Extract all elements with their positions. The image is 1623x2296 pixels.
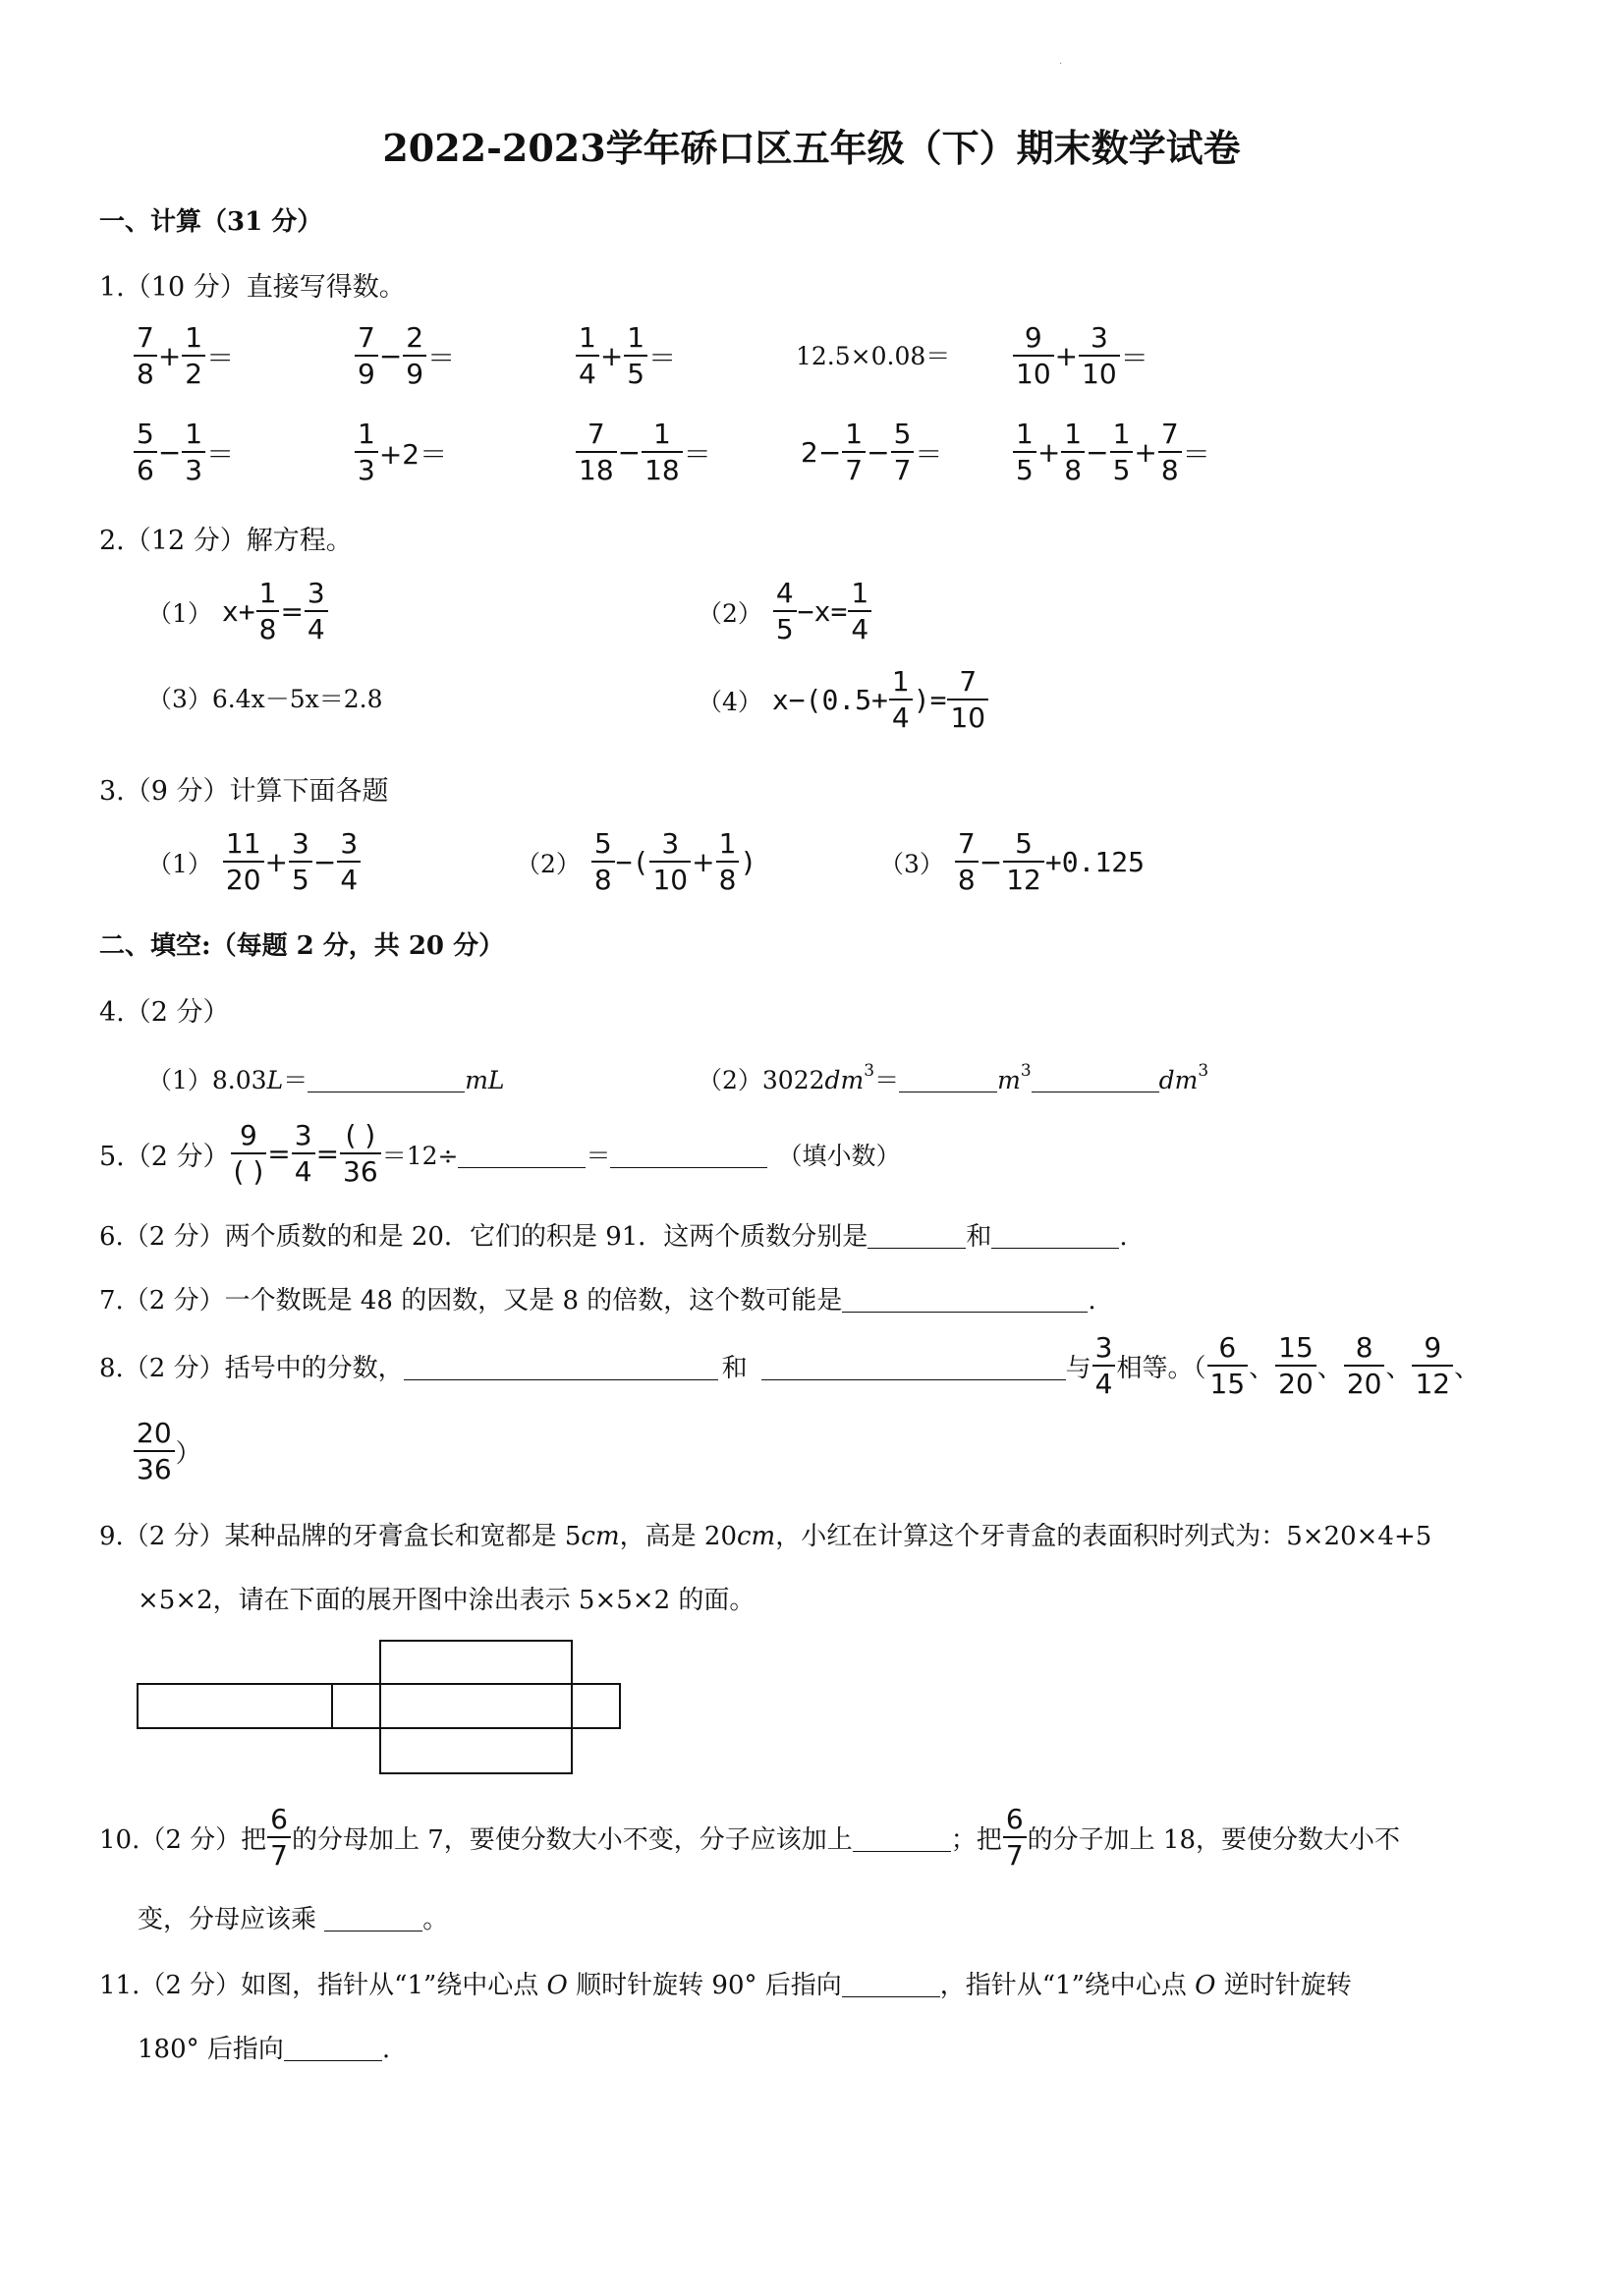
scan-dot: · bbox=[1059, 59, 1063, 70]
q1-item-6: $\frac{5}{6}$ − $\frac{1}{3}$ ＝ bbox=[133, 420, 234, 484]
answer-blank[interactable] bbox=[842, 1285, 1088, 1313]
answer-blank[interactable] bbox=[324, 1904, 422, 1932]
q2-equation-1: （1） x+ $\frac{1}{8}$ = $\frac{3}{4}$ bbox=[147, 580, 329, 644]
q1-item-2: $\frac{7}{9}$ − $\frac{2}{9}$ ＝ bbox=[354, 324, 455, 388]
section-2-heading: 二、填空:（每题 2 分，共 20 分） bbox=[99, 931, 505, 961]
question-9-line-1: 9.（2 分）某种品牌的牙膏盒长和宽都是 5cm，高是 20cm，小红在计算这个牙青盒的表面积时列式为：5×20×4+5 bbox=[99, 1522, 1432, 1551]
answer-blank[interactable] bbox=[761, 1353, 1066, 1380]
question-10-line-2: 变，分母应该乘 。 bbox=[138, 1905, 449, 1934]
answer-blank[interactable] bbox=[458, 1141, 586, 1168]
net-face-square-2[interactable] bbox=[571, 1683, 621, 1729]
question-11-line-1: 11.（2 分）如图，指针从“1”绕中心点 O 顺时针旋转 90° 后指向 ，指针从“1”绕中心点 O 逆时针旋转 bbox=[99, 1971, 1352, 2000]
question-1-heading: 1.（10 分）直接写得数。 bbox=[99, 272, 406, 303]
q3-item-1: （1） $\frac{11}{20}$ + $\frac{3}{5}$ − $\frac{3}{4}$ bbox=[147, 830, 362, 894]
question-8-continued: $\frac{20}{36}$ ） bbox=[133, 1420, 201, 1484]
answer-blank[interactable] bbox=[308, 1065, 465, 1092]
q1-item-9: 2− $\frac{1}{7}$ − $\frac{5}{7}$ ＝ bbox=[801, 418, 943, 486]
net-face-long-1[interactable] bbox=[137, 1683, 333, 1729]
q1-item-7: $\frac{1}{3}$ +2＝ bbox=[354, 420, 447, 484]
question-5: 5.（2 分） $\frac{9}{( )}$ = $\frac{3}{4}$ = $\frac{( )}{36}$ ＝12÷ ＝ （填小数） bbox=[99, 1119, 901, 1188]
question-8: 8.（2 分）括号中的分数， 和 与 $\frac{3}{4}$ 相等。（ $\frac{6}{15}$ 、 $\frac{15}{20}$ 、 $\frac{8}{20}$ 、 $\frac{9}{12}$ 、 bbox=[99, 1331, 1481, 1400]
q1-item-8: $\frac{7}{18}$ − $\frac{1}{18}$ ＝ bbox=[575, 420, 711, 484]
q1-item-1: $\frac{7}{8}$ + $\frac{1}{2}$ ＝ bbox=[133, 324, 234, 388]
answer-blank[interactable] bbox=[404, 1353, 718, 1380]
section-1-heading: 一、计算（31 分） bbox=[99, 207, 323, 237]
answer-blank[interactable] bbox=[284, 2034, 382, 2061]
q2-equation-2: （2） $\frac{4}{5}$ −x= $\frac{1}{4}$ bbox=[698, 580, 872, 644]
net-face-square-1[interactable] bbox=[331, 1683, 381, 1729]
question-3-heading: 3.（9 分）计算下面各题 bbox=[99, 776, 389, 807]
question-2-heading: 2.（12 分）解方程。 bbox=[99, 526, 353, 556]
q3-item-2: （2） $\frac{5}{8}$ −( $\frac{3}{10}$ + $\frac{1}{8}$ ) bbox=[516, 827, 757, 896]
question-10-line-1: 10.（2 分）把 $\frac{6}{7}$ 的分母加上 7，要使分数大小不变，分子应该加上 ；把 $\frac{6}{7}$ 的分子加上 18，要使分数大小不 bbox=[99, 1803, 1400, 1872]
q1-item-4: 12.5×0.08＝ bbox=[796, 342, 951, 370]
answer-blank[interactable] bbox=[853, 1824, 951, 1852]
q3-item-3: （3） $\frac{7}{8}$ − $\frac{5}{12}$ +0.125 bbox=[879, 827, 1145, 896]
page-title: 2022-2023学年硚口区五年级（下）期末数学试卷 bbox=[382, 126, 1241, 170]
answer-blank[interactable] bbox=[991, 1221, 1119, 1249]
q1-item-10: $\frac{1}{5}$ + $\frac{1}{8}$ − $\frac{1}{5}$ + $\frac{7}{8}$ ＝ bbox=[1012, 420, 1210, 484]
q1-item-3: $\frac{1}{4}$ + $\frac{1}{5}$ ＝ bbox=[575, 324, 676, 388]
question-11-line-2: 180° 后指向 . bbox=[138, 2035, 391, 2064]
answer-blank[interactable] bbox=[867, 1221, 966, 1249]
question-4-heading: 4.（2 分） bbox=[99, 997, 230, 1028]
net-face-long-2[interactable] bbox=[379, 1683, 573, 1729]
answer-blank[interactable] bbox=[610, 1141, 767, 1168]
question-7: 7.（2 分）一个数既是 48 的因数，又是 8 的倍数，这个数可能是 . bbox=[99, 1286, 1096, 1316]
answer-blank[interactable] bbox=[1032, 1065, 1159, 1092]
question-9-line-2: ×5×2，请在下面的展开图中涂出表示 5×5×2 的面。 bbox=[138, 1586, 756, 1615]
q2-equation-3: （3）6.4x－5x＝2.8 bbox=[147, 685, 383, 713]
q1-item-5: $\frac{9}{10}$ + $\frac{3}{10}$ ＝ bbox=[1012, 324, 1148, 388]
q4-part-1: （1）8.03L＝ mL bbox=[147, 1066, 505, 1094]
question-6: 6.（2 分）两个质数的和是 20．它们的积是 91．这两个质数分别是 和 . bbox=[99, 1222, 1128, 1252]
answer-blank[interactable] bbox=[899, 1065, 997, 1092]
q4-part-2: $(2)3022dm^3= m^3$ $dm^3$ bbox=[698, 1061, 1209, 1094]
answer-blank[interactable] bbox=[842, 1970, 940, 1997]
q2-equation-4: （4） x−(0.5+ $\frac{1}{4}$ )= $\frac{7}{10}$ bbox=[698, 668, 989, 732]
